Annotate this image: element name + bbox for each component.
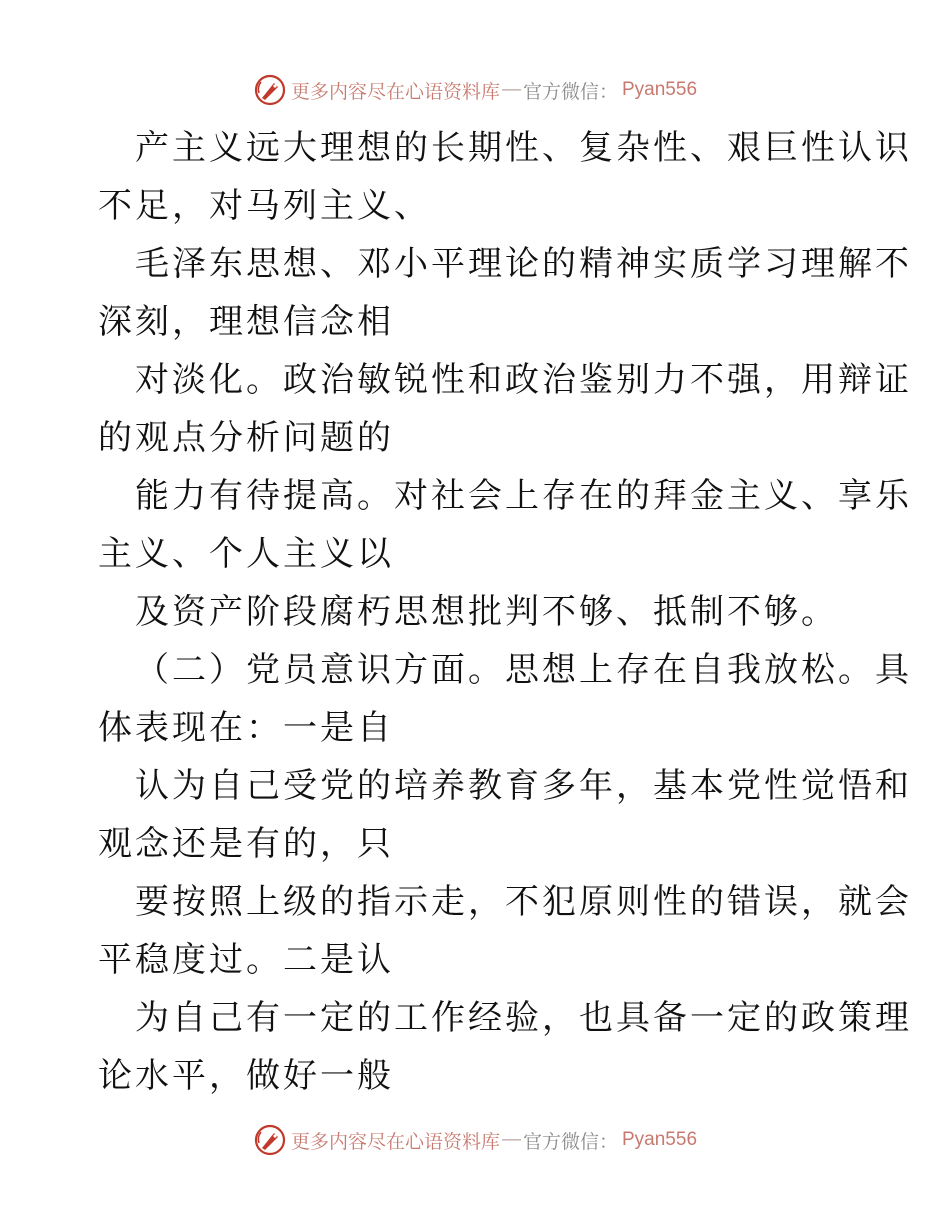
- paragraph-line: 平稳度过。二是认: [98, 940, 394, 980]
- header-watermark: [0, 70, 950, 110]
- paragraph-line: （二）党员意识方面。思想上存在自我放松。具: [135, 650, 912, 690]
- watermark-wechat-id: Pyan556: [622, 1129, 698, 1150]
- document-body: [98, 119, 912, 1105]
- watermark-text: 更多内容尽在心语资料库: [290, 81, 500, 103]
- footer-watermark: [0, 1120, 950, 1160]
- paragraph-line: 为自己有一定的工作经验，也具备一定的政策理: [135, 998, 912, 1038]
- pen-nib-icon: [253, 73, 287, 107]
- paragraph-line: 论水平，做好一般: [98, 1056, 394, 1096]
- paragraph-line: 要按照上级的指示走，不犯原则性的错误，就会: [135, 882, 912, 922]
- pen-nib-icon: [253, 1123, 287, 1157]
- watermark-text: 更多内容尽在心语资料库: [290, 1131, 500, 1153]
- paragraph-line: 主义、个人主义以: [98, 534, 394, 574]
- watermark-separator: —: [501, 79, 521, 100]
- paragraph-line: 体表现在：一是自: [98, 708, 394, 748]
- paragraph-line: 产主义远大理想的长期性、复杂性、艰巨性认识: [135, 128, 912, 168]
- paragraph-line: 能力有待提高。对社会上存在的拜金主义、享乐: [135, 476, 912, 516]
- watermark-separator: —: [501, 1129, 521, 1150]
- paragraph-line: 毛泽东思想、邓小平理论的精神实质学习理解不: [135, 244, 912, 284]
- paragraph-line: 及资产阶段腐朽思想批判不够、抵制不够。: [135, 592, 838, 632]
- paragraph-line: 对淡化。政治敏锐性和政治鉴别力不强，用辩证: [135, 360, 912, 400]
- paragraph-line: 的观点分析问题的: [98, 418, 394, 458]
- paragraph-line: 深刻，理想信念相: [98, 302, 394, 342]
- watermark-wechat-id: Pyan556: [622, 79, 698, 100]
- paragraph-line: 不足，对马列主义、: [98, 186, 431, 226]
- paragraph-line: 认为自己受党的培养教育多年，基本党性觉悟和: [135, 766, 912, 806]
- paragraph-line: 观念还是有的，只: [98, 824, 394, 864]
- watermark-official-label: 官方微信：: [522, 1131, 618, 1153]
- watermark-official-label: 官方微信：: [522, 81, 618, 103]
